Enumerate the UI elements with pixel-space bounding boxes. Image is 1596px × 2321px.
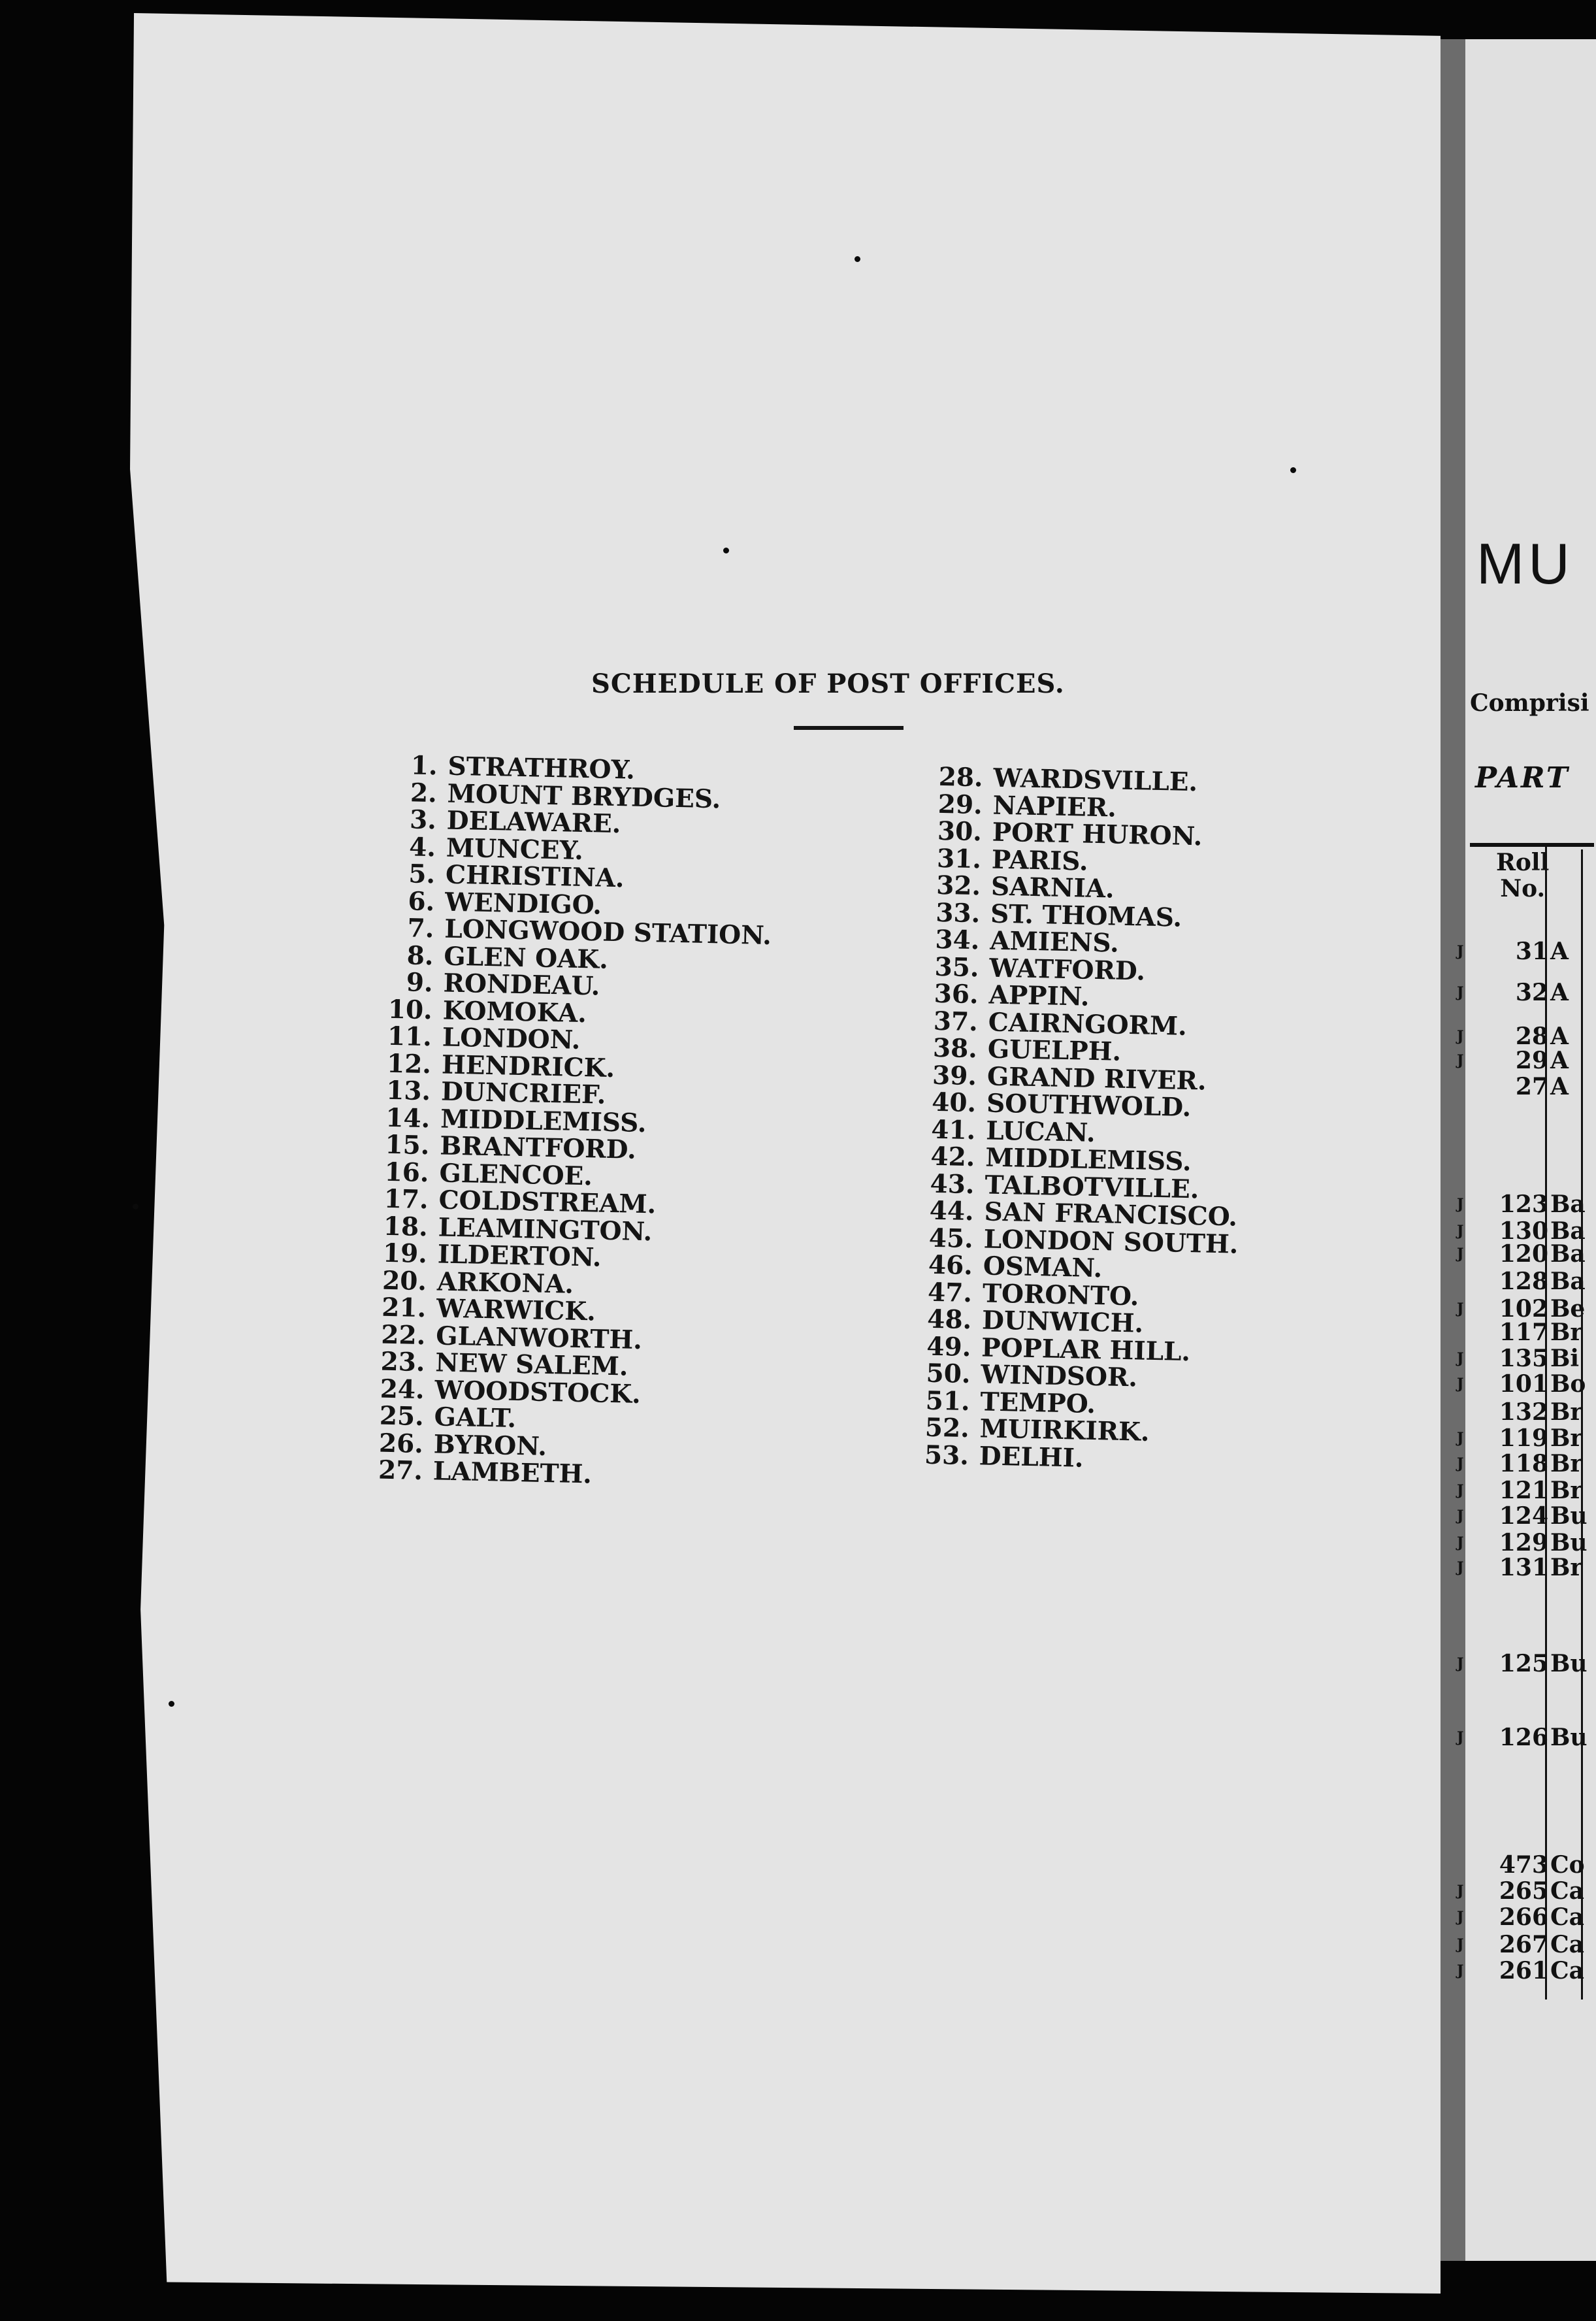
- name-fragment: Br: [1550, 1477, 1583, 1504]
- entry-number: 29.: [937, 789, 983, 820]
- name-fragment: Br: [1550, 1319, 1583, 1346]
- post-office-name: ST. THOMAS.: [990, 898, 1182, 933]
- entry-number: 35.: [934, 951, 979, 983]
- post-office-name: GLANWORTH.: [435, 1320, 643, 1355]
- juror-mark: J: [1457, 1028, 1464, 1045]
- table-top-rule: [1470, 843, 1594, 847]
- roll-number: 267: [1499, 1931, 1548, 1958]
- entry-number: 39.: [932, 1060, 977, 1091]
- name-fragment: Br: [1550, 1554, 1583, 1581]
- ink-speck: [169, 1701, 174, 1707]
- name-fragment: Ba: [1550, 1191, 1586, 1218]
- roll-row: [1457, 938, 1588, 964]
- left-page: [127, 13, 1441, 2294]
- roll-row: [1457, 1073, 1588, 1099]
- roll-number: 121: [1499, 1477, 1548, 1504]
- entry-number: 12.: [386, 1048, 432, 1079]
- right-page-subtitle: Comprisi: [1470, 689, 1589, 717]
- entry-number: 14.: [385, 1102, 431, 1134]
- post-office-name: CHRISTINA.: [445, 859, 625, 894]
- ink-speck: [1290, 467, 1296, 473]
- roll-number: 129: [1499, 1529, 1548, 1556]
- post-office-list-column-2: [896, 763, 1248, 1475]
- roll-number: 28: [1515, 1023, 1548, 1050]
- post-office-name: LONDON.: [442, 1022, 581, 1055]
- entry-number: 40.: [931, 1087, 977, 1119]
- juror-mark: J: [1457, 1962, 1464, 1979]
- post-office-name: TORONTO.: [982, 1277, 1139, 1311]
- roll-number: 128: [1499, 1268, 1548, 1295]
- post-office-name: OSMAN.: [983, 1251, 1103, 1284]
- post-office-name: KOMOKA.: [442, 995, 587, 1029]
- entry-number: 44.: [929, 1195, 975, 1227]
- entry-number: 11.: [387, 1021, 432, 1053]
- entry-number: 46.: [928, 1249, 973, 1281]
- name-fragment: Be: [1550, 1295, 1586, 1323]
- post-office-name: NAPIER.: [992, 790, 1117, 823]
- post-office-name: DELAWARE.: [446, 805, 621, 840]
- post-office-name: HENDRICK.: [441, 1049, 615, 1083]
- entry-number: 21.: [381, 1292, 427, 1324]
- post-office-name: APPIN.: [988, 979, 1090, 1012]
- entry-number: 15.: [385, 1129, 430, 1161]
- entry-number: 7.: [407, 913, 434, 944]
- entry-number: 32.: [936, 870, 981, 902]
- juror-mark: J: [1457, 1300, 1464, 1317]
- post-office-name: BYRON.: [433, 1428, 547, 1462]
- entry-number: 26.: [378, 1428, 424, 1459]
- entry-number: 9.: [406, 967, 434, 998]
- roll-number: 124: [1499, 1502, 1548, 1530]
- roll-header-line-2: No.: [1500, 875, 1546, 902]
- roll-row: [1457, 1217, 1588, 1243]
- juror-mark: J: [1457, 1430, 1464, 1447]
- roll-number: 120: [1499, 1240, 1548, 1268]
- entry-number: 31.: [936, 843, 982, 874]
- post-office-name: MIDDLEMISS.: [985, 1142, 1192, 1177]
- name-fragment: A: [1550, 1047, 1569, 1074]
- roll-row: [1457, 1295, 1588, 1321]
- roll-number: 119: [1499, 1424, 1548, 1452]
- roll-no-header: [1496, 849, 1549, 902]
- roll-row: [1457, 1650, 1588, 1676]
- roll-row: [1457, 1529, 1588, 1555]
- entry-number: 50.: [926, 1358, 971, 1390]
- ink-speck: [855, 256, 860, 262]
- entry-number: 48.: [926, 1304, 972, 1336]
- roll-number: 31: [1515, 938, 1548, 965]
- post-office-list-column-1: [351, 751, 775, 1492]
- post-office-name: NEW SALEM.: [434, 1347, 628, 1382]
- juror-mark: J: [1457, 1729, 1464, 1746]
- juror-mark: J: [1457, 1245, 1464, 1262]
- entry-number: 25.: [379, 1400, 425, 1432]
- entry-number: 30.: [937, 815, 983, 848]
- juror-mark: J: [1457, 1455, 1464, 1472]
- entry-number: 37.: [933, 1006, 979, 1037]
- entry-number: 49.: [926, 1331, 971, 1362]
- roll-row: [1457, 1023, 1588, 1049]
- entry-number: 43.: [930, 1168, 975, 1200]
- post-office-name: POPLAR HILL.: [981, 1332, 1191, 1367]
- juror-mark: J: [1457, 1559, 1464, 1576]
- entry-number: 6.: [408, 885, 435, 917]
- name-fragment: Ca: [1550, 1957, 1584, 1984]
- entry-number: 24.: [380, 1374, 425, 1405]
- entry-number: 2.: [410, 777, 438, 808]
- entry-number: 16.: [384, 1157, 430, 1188]
- roll-row: [1457, 1319, 1588, 1345]
- roll-row: [1457, 1450, 1588, 1476]
- name-fragment: A: [1550, 1073, 1569, 1100]
- entry-number: 13.: [385, 1075, 431, 1107]
- name-fragment: Br: [1550, 1398, 1583, 1426]
- roll-number: 29: [1515, 1047, 1548, 1074]
- roll-header-line-1: Roll: [1496, 849, 1550, 876]
- post-office-name: WARDSVILLE.: [993, 763, 1198, 798]
- juror-mark: J: [1457, 1350, 1464, 1367]
- roll-number: 102: [1499, 1295, 1548, 1323]
- name-fragment: Bu: [1550, 1724, 1588, 1751]
- roll-row: [1457, 1370, 1588, 1396]
- entry-number: 19.: [382, 1238, 428, 1270]
- roll-row: [1457, 1851, 1588, 1877]
- name-fragment: Ca: [1550, 1903, 1584, 1931]
- post-office-name: LAMBETH.: [432, 1456, 593, 1490]
- roll-row: [1457, 1724, 1588, 1750]
- roll-number: 266: [1499, 1903, 1548, 1931]
- juror-mark: J: [1457, 1223, 1464, 1240]
- roll-number: 101: [1499, 1370, 1548, 1398]
- name-fragment: Ba: [1550, 1240, 1586, 1268]
- post-office-name: GALT.: [434, 1402, 517, 1434]
- post-office-name: GLENCOE.: [439, 1158, 593, 1191]
- right-page-part-heading: PART: [1475, 761, 1570, 795]
- post-office-name: GUELPH.: [987, 1034, 1122, 1067]
- entry-number: 42.: [930, 1141, 975, 1173]
- roll-number: 126: [1499, 1724, 1548, 1751]
- post-office-name: RONDEAU.: [443, 968, 600, 1002]
- entry-number: 20.: [382, 1265, 427, 1296]
- schedule-heading: SCHEDULE OF POST OFFICES.: [591, 668, 1065, 699]
- post-office-name: DUNCRIEF.: [440, 1076, 606, 1110]
- roll-number: 135: [1499, 1345, 1548, 1372]
- roll-number: 261: [1499, 1957, 1548, 1984]
- roll-row: [1457, 1424, 1588, 1451]
- post-office-name: LONGWOOD STATION.: [444, 914, 772, 951]
- name-fragment: Br: [1550, 1450, 1583, 1477]
- post-office-name: PORT HURON.: [992, 817, 1203, 852]
- post-office-name: WOODSTOCK.: [434, 1374, 642, 1409]
- name-fragment: Ca: [1550, 1931, 1584, 1958]
- roll-row: [1457, 1240, 1588, 1266]
- name-fragment: Ba: [1550, 1268, 1586, 1295]
- post-office-name: TEMPO.: [980, 1386, 1096, 1419]
- post-office-name: CAIRNGORM.: [988, 1007, 1188, 1042]
- heading-rule: [794, 726, 904, 730]
- roll-row: [1457, 1957, 1588, 1983]
- roll-row: [1457, 1502, 1588, 1528]
- roll-row: [1457, 1191, 1588, 1217]
- post-office-name: SOUTHWOLD.: [986, 1088, 1192, 1123]
- entry-number: 33.: [935, 897, 981, 929]
- roll-row: [1457, 1903, 1588, 1930]
- roll-row: [1457, 1398, 1588, 1424]
- entry-number: 18.: [383, 1211, 429, 1242]
- roll-number: 125: [1499, 1650, 1548, 1677]
- juror-mark: J: [1457, 943, 1464, 960]
- name-fragment: Bi: [1550, 1345, 1580, 1372]
- post-office-name: GRAND RIVER.: [986, 1061, 1207, 1096]
- roll-number: 131: [1499, 1554, 1548, 1581]
- roll-number: 265: [1499, 1877, 1548, 1905]
- name-fragment: Br: [1550, 1424, 1583, 1452]
- post-office-name: MUNCEY.: [446, 832, 584, 866]
- right-page-title: MU: [1476, 531, 1574, 596]
- roll-row: [1457, 1554, 1588, 1580]
- entry-number: 27.: [378, 1455, 423, 1487]
- post-office-name: TALBOTVILLE.: [985, 1170, 1199, 1204]
- name-fragment: Bo: [1550, 1370, 1586, 1398]
- juror-mark: J: [1457, 1909, 1464, 1926]
- post-office-name: LUCAN.: [985, 1115, 1096, 1148]
- roll-number: 117: [1499, 1319, 1548, 1346]
- entry-number: 34.: [935, 924, 980, 956]
- post-office-name: STRATHROY.: [448, 751, 636, 785]
- roll-number: 130: [1499, 1217, 1548, 1245]
- entry-number: 28.: [938, 761, 984, 793]
- post-office-name: MUIRKIRK.: [979, 1413, 1150, 1447]
- juror-mark: J: [1457, 1196, 1464, 1213]
- entry-number: 23.: [380, 1346, 425, 1378]
- entry-number: 47.: [927, 1277, 973, 1308]
- roll-row: [1457, 1268, 1588, 1294]
- juror-mark: J: [1457, 1534, 1464, 1551]
- name-fragment: Ca: [1550, 1877, 1584, 1905]
- name-fragment: Ba: [1550, 1217, 1586, 1245]
- roll-row: [1457, 979, 1588, 1005]
- post-office-name: MOUNT BRYDGES.: [447, 778, 721, 814]
- post-office-name: AMIENS.: [989, 925, 1120, 959]
- entry-number: 45.: [928, 1223, 974, 1254]
- juror-mark: J: [1457, 984, 1464, 1001]
- entry-number: 52.: [924, 1412, 970, 1444]
- roll-number: 132: [1499, 1398, 1548, 1426]
- name-fragment: A: [1550, 1023, 1569, 1050]
- name-fragment: A: [1550, 979, 1569, 1006]
- juror-mark: J: [1457, 1655, 1464, 1672]
- post-office-name: WINDSOR.: [980, 1359, 1138, 1393]
- entry-number: 36.: [934, 978, 979, 1010]
- entry-number: 5.: [408, 859, 436, 890]
- post-office-name: ILDERTON.: [437, 1239, 602, 1273]
- entry-number: 41.: [930, 1114, 976, 1145]
- post-office-name: LEAMINGTON.: [438, 1211, 653, 1247]
- post-office-name: DUNWICH.: [981, 1305, 1144, 1339]
- name-fragment: Bu: [1550, 1650, 1588, 1677]
- name-fragment: Bu: [1550, 1502, 1588, 1530]
- roll-number: 118: [1499, 1450, 1548, 1477]
- entry-number: 38.: [932, 1032, 978, 1064]
- post-office-name: BRANTFORD.: [439, 1130, 637, 1165]
- post-office-name: SAN FRANCISCO.: [984, 1196, 1238, 1232]
- post-office-name: PARIS.: [991, 844, 1089, 877]
- entry-number: 22.: [380, 1319, 426, 1351]
- entry-number: 3.: [409, 804, 437, 836]
- juror-mark: J: [1457, 1052, 1464, 1069]
- post-office-name: LONDON SOUTH.: [983, 1223, 1239, 1260]
- entry-number: 51.: [925, 1385, 971, 1417]
- roll-row: [1457, 1345, 1588, 1371]
- post-office-name: WATFORD.: [988, 953, 1146, 987]
- post-office-name: WENDIGO.: [444, 887, 602, 921]
- juror-mark: J: [1457, 1883, 1464, 1900]
- juror-mark: J: [1457, 1507, 1464, 1524]
- ink-speck: [723, 548, 729, 553]
- roll-number: 27: [1515, 1073, 1548, 1100]
- roll-number: 123: [1499, 1191, 1548, 1218]
- roll-number: 473: [1499, 1851, 1548, 1879]
- name-fragment: Bu: [1550, 1529, 1588, 1556]
- post-office-name: GLEN OAK.: [443, 941, 609, 975]
- post-office-name: COLDSTREAM.: [438, 1185, 657, 1220]
- roll-number: 32: [1515, 979, 1548, 1006]
- entry-number: 53.: [924, 1440, 969, 1471]
- entry-number: 1.: [410, 750, 438, 782]
- roll-row: [1457, 1477, 1588, 1503]
- post-office-name: WARWICK.: [436, 1293, 596, 1327]
- name-fragment: Co: [1550, 1851, 1585, 1879]
- name-fragment: A: [1550, 938, 1569, 965]
- entry-number: 4.: [408, 831, 436, 863]
- juror-mark: J: [1457, 1482, 1464, 1499]
- post-office-name: DELHI.: [979, 1440, 1084, 1473]
- entry-number: 8.: [406, 940, 434, 971]
- juror-mark: J: [1457, 1936, 1464, 1953]
- post-office-name: ARKONA.: [436, 1266, 574, 1300]
- ink-speck: [133, 1204, 138, 1210]
- post-office-name: MIDDLEMISS.: [440, 1104, 647, 1138]
- entry-number: 10.: [387, 994, 433, 1025]
- roll-row: [1457, 1877, 1588, 1903]
- entry-number: 17.: [383, 1183, 429, 1215]
- juror-mark: J: [1457, 1375, 1464, 1392]
- post-office-name: SARNIA.: [990, 871, 1115, 904]
- roll-row: [1457, 1047, 1588, 1073]
- roll-row: [1457, 1931, 1588, 1957]
